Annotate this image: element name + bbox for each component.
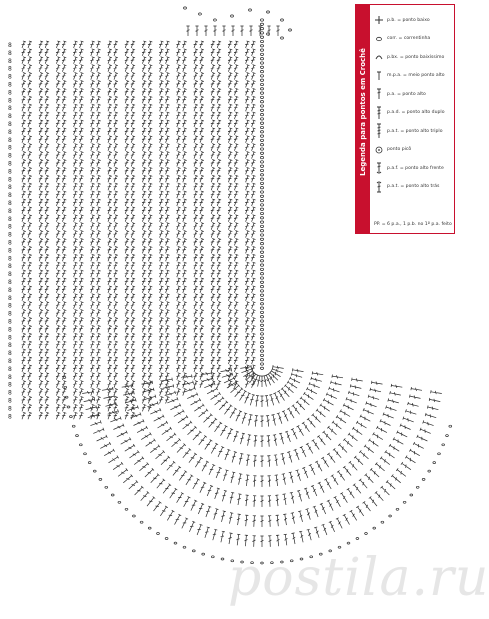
legend-item-label: p.bx. = ponto baixíssimo [387,54,445,60]
row-label: 8 [8,207,12,215]
row-label: 8 [8,65,12,73]
legend-item [374,11,452,30]
row-label: 8 [8,121,12,128]
legend-item [374,122,452,141]
row-label: 8 [8,42,12,49]
row-label: 8 [8,302,12,310]
row-label: 8 [8,342,12,350]
row-label: 8 [8,381,12,389]
row-label: 8 [8,389,12,397]
row-label: 8 [8,326,12,334]
row-label: 8 [8,318,12,326]
row-label: 8 [8,128,12,136]
arc-icon [374,53,384,61]
row-label: 8 [8,231,12,239]
row-label: 8 [8,192,12,200]
row-label: 8 [8,255,12,263]
legend-item-label: p.a.t. = ponto alto trás [387,184,440,190]
legend-item-label: ponto picô [387,147,412,153]
row-label: 8 [8,49,12,57]
row-label: 8 [8,310,12,318]
row-label: 8 [8,57,12,65]
row-label: 8 [8,97,12,105]
row-label: 8 [8,184,12,192]
row-label: 8 [8,176,12,184]
legend-item [374,178,452,197]
legend-item-label: p.a.t. = ponto alto triplo [387,128,443,134]
fpdc-icon [374,162,384,174]
dtr-icon [374,123,384,139]
row-label: 8 [8,294,12,302]
row-label: 8 [8,263,12,271]
legend-title: Legenda para pontos em Crochê [359,48,367,176]
row-label: 8 [8,223,12,231]
legend-item [374,85,452,104]
row-label: 8 [8,160,12,168]
row-label: 8 [8,373,12,381]
row-label: 8 [8,247,12,255]
tr-icon [374,106,384,120]
row-label: 8 [8,239,12,247]
legend-item-label: corr. = correntinha [387,36,431,42]
legend-item [374,67,452,86]
row-label: 8 [8,144,12,152]
legend-item-label: p.a.f. = ponto alto frente [387,165,444,171]
row-label: 8 [8,215,12,223]
legend-items [374,11,452,196]
row-label: 8 [8,152,12,160]
legend-note: PP. = 6 p.a., 1 p.b. no 1º p.a. feito [374,222,452,227]
legend-item-label: m.p.a. = meio ponto alto [387,73,445,79]
row-label: 8 [8,81,12,89]
row-label: 8 [8,413,12,421]
dc-icon [374,88,384,100]
row-label: 8 [8,334,12,342]
plus-icon [374,16,384,24]
picot-icon [374,146,384,154]
row-label: 8 [8,286,12,294]
row-label: 8 [8,168,12,176]
dot-icon [374,35,384,43]
row-label: 8 [8,279,12,286]
legend-item [374,159,452,178]
row-label: 8 [8,200,12,207]
row-label: 8 [8,113,12,121]
legend-item [374,141,452,160]
bpdc-icon [374,181,384,193]
row-label: 8 [8,136,12,144]
row-label: 8 [8,105,12,113]
row-label: 8 [8,358,12,365]
row-label: 8 [8,350,12,358]
watermark: postila.ru [228,548,489,608]
legend-item [374,30,452,49]
legend-item [374,48,452,67]
legend-item [374,104,452,123]
row-label: 8 [8,405,12,413]
row-label: 8 [8,365,12,373]
legend-item-label: p.a.d. = ponto alto duplo [387,110,445,116]
legend-title-bar [356,5,370,233]
row-label: 8 [8,397,12,405]
legend-item-label: p.a. = ponto alto [387,91,426,97]
row-label: 8 [8,73,12,81]
half-dc-icon [374,71,384,81]
stitch-legend [355,4,455,234]
row-label: 8 [8,271,12,279]
row-label: 8 [8,89,12,97]
legend-item-label: p.b. = ponto baixo [387,17,430,23]
